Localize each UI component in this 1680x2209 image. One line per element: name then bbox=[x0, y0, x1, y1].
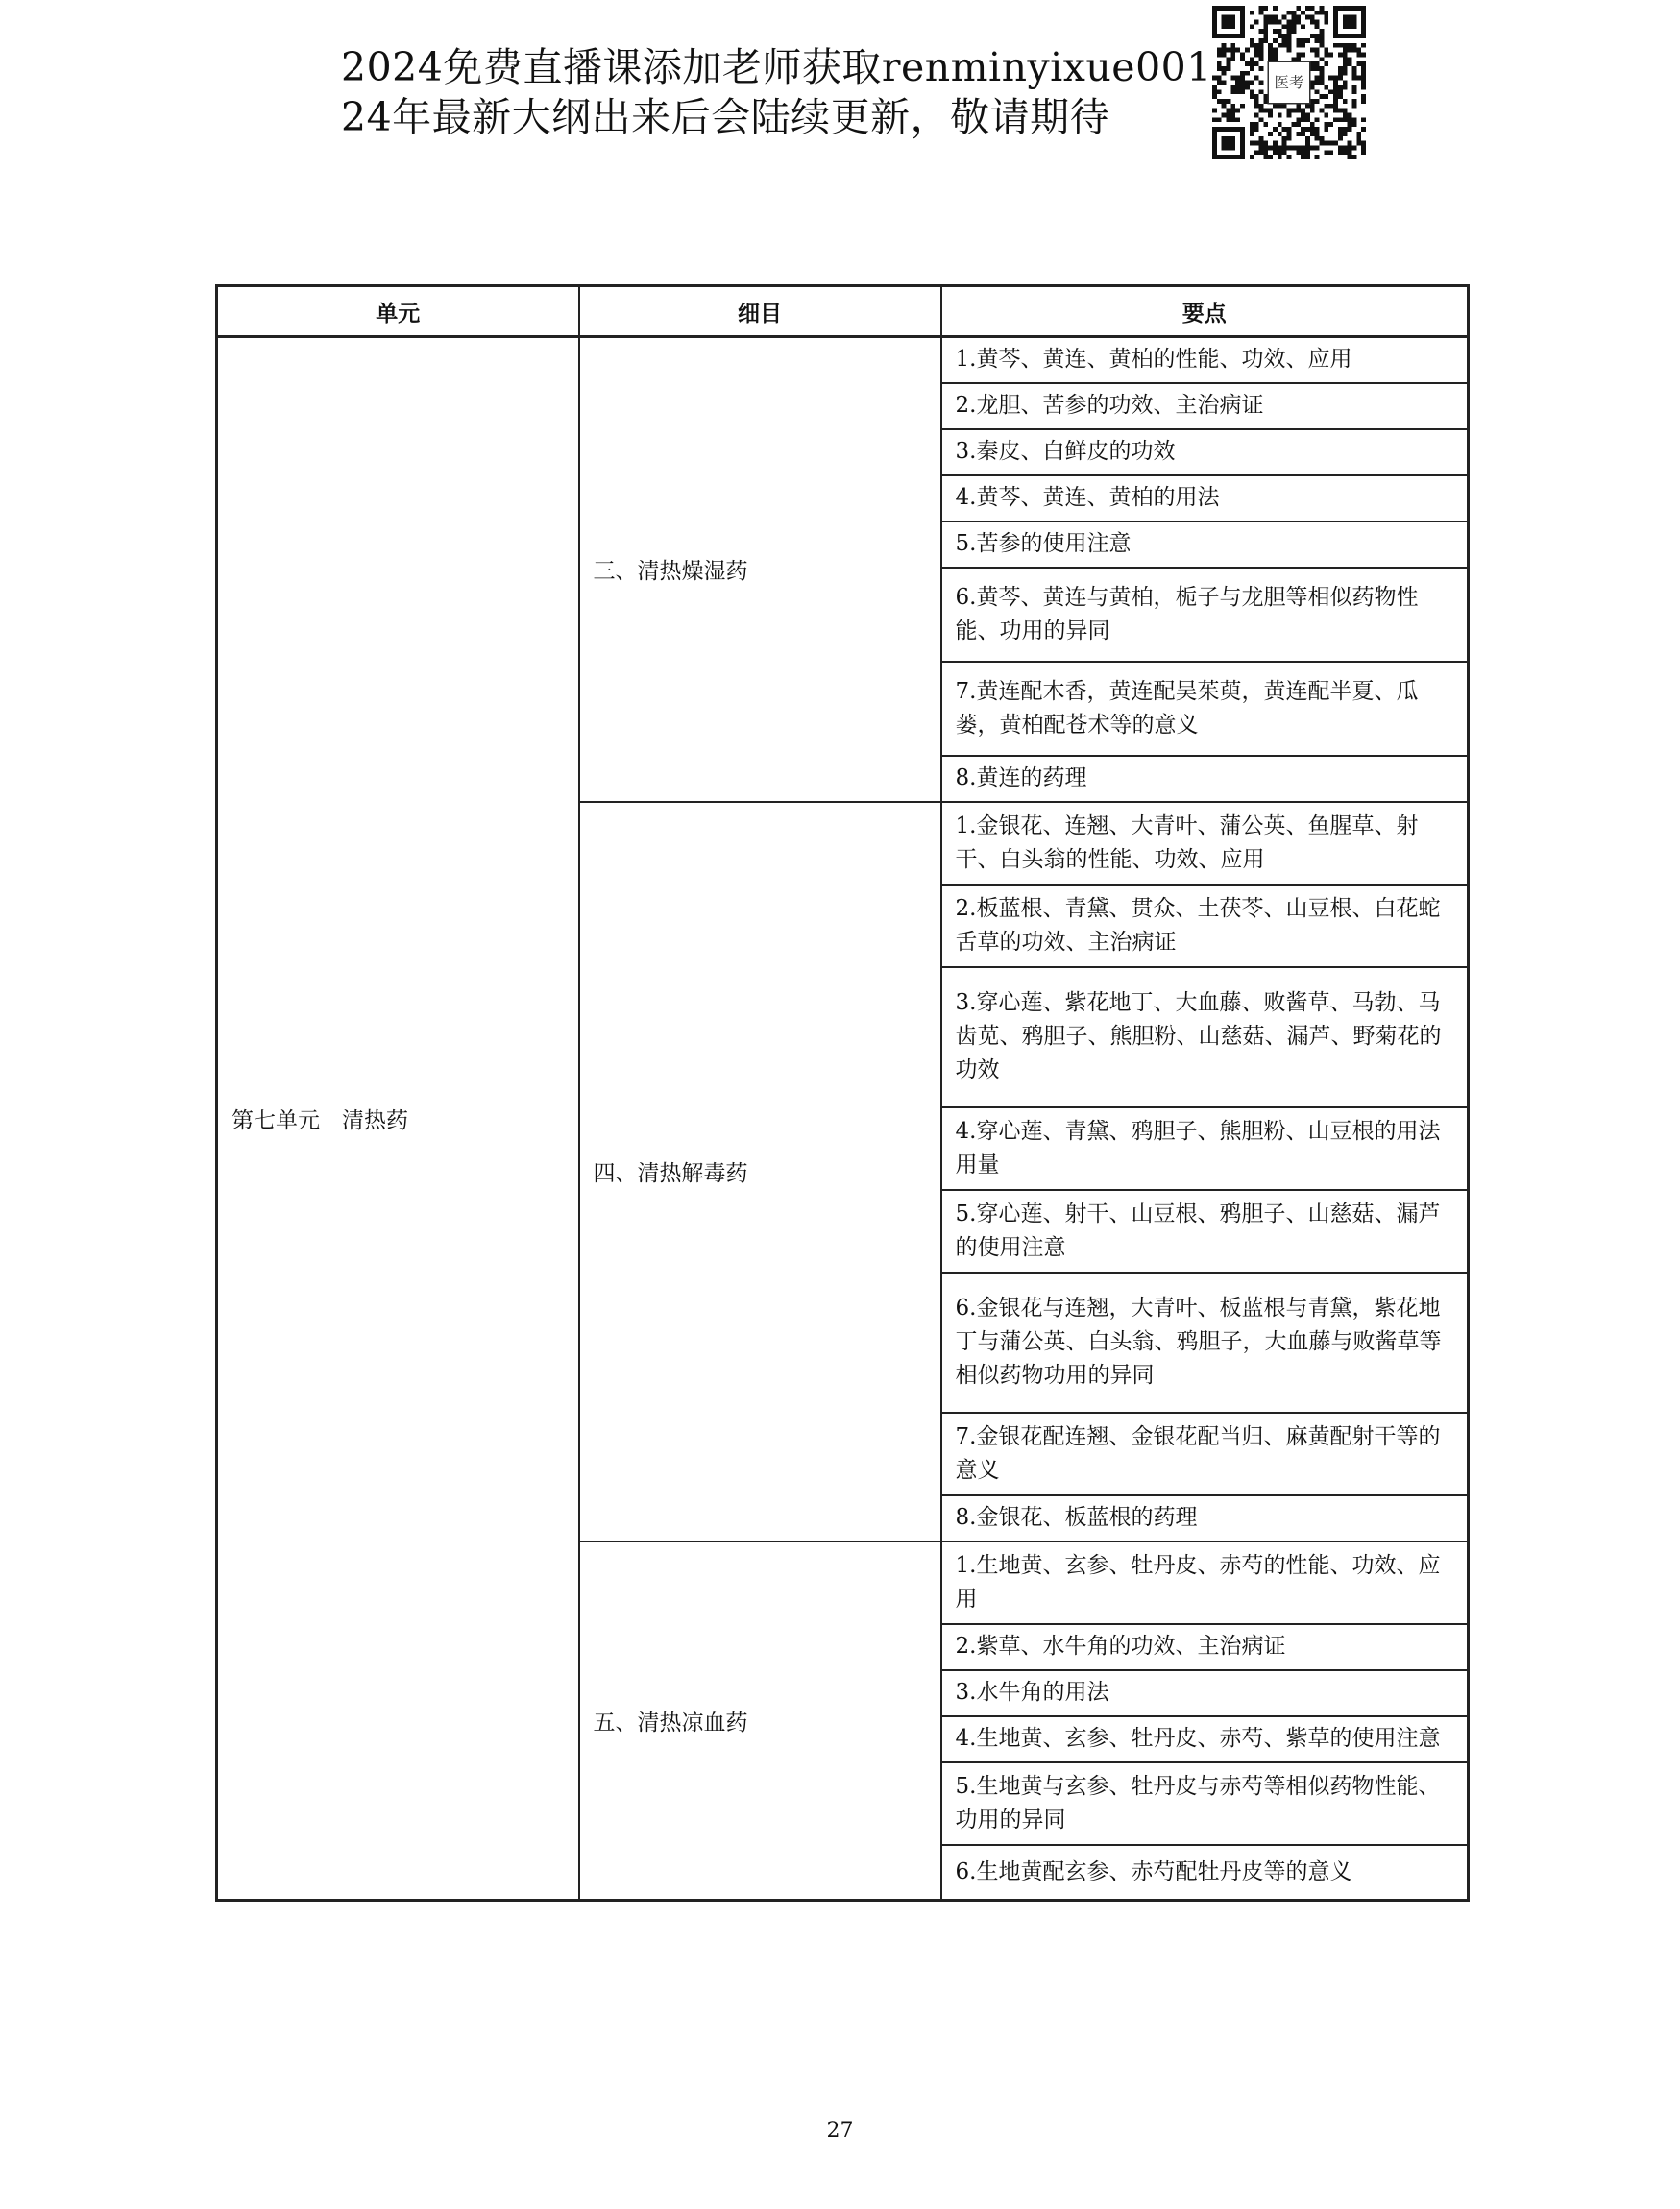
point-cell: 6.生地黄配玄参、赤芍配牡丹皮等的意义 bbox=[941, 1845, 1469, 1901]
point-cell: 8.金银花、板蓝根的药理 bbox=[941, 1495, 1469, 1541]
header-line-1: 2024免费直播课添加老师获取renminyixue001 bbox=[341, 44, 1212, 90]
table-header-row bbox=[217, 286, 1469, 337]
syllabus-table bbox=[215, 284, 1470, 1902]
point-cell: 2.紫草、水牛角的功效、主治病证 bbox=[941, 1624, 1469, 1670]
point-cell: 5.苦参的使用注意 bbox=[941, 522, 1469, 568]
point-cell: 1.金银花、连翘、大青叶、蒲公英、鱼腥草、射干、白头翁的性能、功效、应用 bbox=[941, 802, 1469, 885]
point-cell: 2.板蓝根、青黛、贯众、土茯苓、山豆根、白花蛇舌草的功效、主治病证 bbox=[941, 885, 1469, 967]
point-cell: 7.黄连配木香，黄连配吴茱萸，黄连配半夏、瓜蒌，黄柏配苍术等的意义 bbox=[941, 662, 1469, 756]
point-cell: 3.穿心莲、紫花地丁、大血藤、败酱草、马勃、马齿苋、鸦胆子、熊胆粉、山慈菇、漏芦、野菊花的功效 bbox=[941, 967, 1469, 1107]
point-cell: 4.生地黄、玄参、牡丹皮、赤芍、紫草的使用注意 bbox=[941, 1716, 1469, 1762]
column-header-unit: 单元 bbox=[217, 286, 579, 337]
point-cell: 3.秦皮、白鲜皮的功效 bbox=[941, 429, 1469, 475]
qr-code-icon bbox=[1212, 6, 1366, 159]
subitem-cell: 五、清热凉血药 bbox=[579, 1541, 941, 1901]
subitem-cell: 三、清热燥湿药 bbox=[579, 337, 941, 802]
unit-cell: 第七单元 清热药 bbox=[217, 337, 579, 1901]
point-cell: 8.黄连的药理 bbox=[941, 756, 1469, 802]
point-cell: 6.金银花与连翘，大青叶、板蓝根与青黛，紫花地丁与蒲公英、白头翁、鸦胆子，大血藤与败酱草等相似药物功用的异同 bbox=[941, 1273, 1469, 1413]
header-line-2: 24年最新大纲出来后会陆续更新，敬请期待 bbox=[341, 94, 1110, 140]
column-header-subitem: 细目 bbox=[579, 286, 941, 337]
point-cell: 3.水牛角的用法 bbox=[941, 1670, 1469, 1716]
column-header-points: 要点 bbox=[941, 286, 1469, 337]
point-cell: 2.龙胆、苦参的功效、主治病证 bbox=[941, 383, 1469, 429]
subitem-cell: 四、清热解毒药 bbox=[579, 802, 941, 1541]
point-cell: 4.穿心莲、青黛、鸦胆子、熊胆粉、山豆根的用法用量 bbox=[941, 1107, 1469, 1190]
qr-center-label: 医考 bbox=[1274, 73, 1304, 91]
point-cell: 4.黄芩、黄连、黄柏的用法 bbox=[941, 475, 1469, 522]
point-cell: 5.穿心莲、射干、山豆根、鸦胆子、山慈菇、漏芦的使用注意 bbox=[941, 1190, 1469, 1273]
table-row bbox=[217, 337, 1469, 383]
point-cell: 5.生地黄与玄参、牡丹皮与赤芍等相似药物性能、功用的异同 bbox=[941, 1762, 1469, 1845]
point-cell: 1.黄芩、黄连、黄柏的性能、功效、应用 bbox=[941, 337, 1469, 383]
point-cell: 7.金银花配连翘、金银花配当归、麻黄配射干等的意义 bbox=[941, 1413, 1469, 1495]
point-cell: 1.生地黄、玄参、牡丹皮、赤芍的性能、功效、应用 bbox=[941, 1541, 1469, 1624]
point-cell: 6.黄芩、黄连与黄柏，栀子与龙胆等相似药物性能、功用的异同 bbox=[941, 568, 1469, 662]
header-promo bbox=[341, 42, 1212, 142]
page-number: 27 bbox=[826, 2119, 854, 2143]
